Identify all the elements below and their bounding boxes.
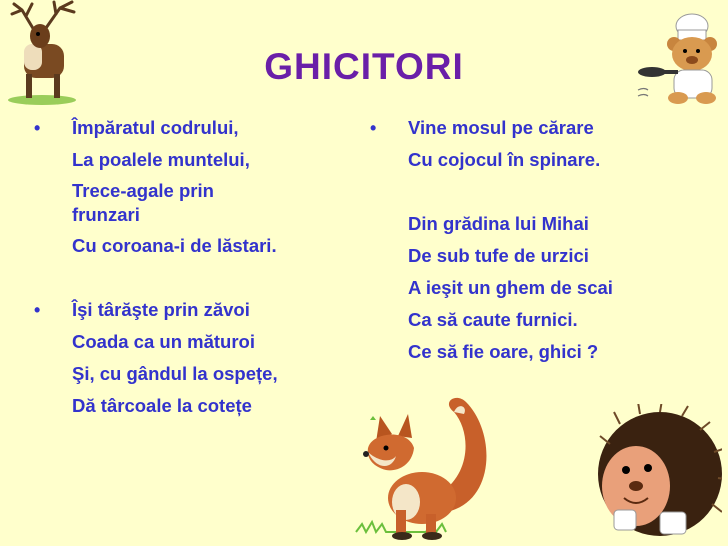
riddle-text: De sub tufe de urzici (408, 245, 589, 266)
riddle2-line-3 (32, 361, 352, 387)
riddle-text: A ieşit un ghem de scai (408, 277, 613, 298)
riddle1-line-4 (32, 233, 352, 259)
bullet-point: • (34, 118, 41, 138)
riddle-text: Împăratul codrului, (72, 117, 239, 138)
deer-icon (2, 0, 92, 110)
riddle4-line-1 (368, 211, 698, 237)
slide-title: GHICITORI (264, 46, 464, 87)
chef-bear-icon (634, 10, 726, 106)
riddle-text: Ca să caute furnici. (408, 309, 578, 330)
riddle3-line-1 (368, 115, 698, 141)
riddle-text: Vine mosul pe cărare (408, 117, 594, 138)
riddle3-line-2 (368, 147, 698, 173)
riddle2-line-1 (32, 297, 352, 323)
riddle4-line-4 (368, 307, 698, 333)
hedgehog-icon (590, 404, 722, 544)
right-column (368, 115, 698, 371)
riddle-text: Ce să fie oare, ghici ? (408, 341, 599, 362)
riddle4-line-3 (368, 275, 698, 301)
left-column (32, 115, 352, 425)
riddle1-line-3 (32, 179, 272, 227)
riddle-text: Şi, cu gândul la ospețe, (72, 363, 278, 384)
riddle-text: Dă târcoale la cotețe (72, 395, 252, 416)
riddle4-line-2 (368, 243, 698, 269)
riddle-text: La poalele muntelui, (72, 149, 250, 170)
riddle-text: Trece-agale prin frunzari (72, 180, 214, 225)
riddle4-line-5 (368, 339, 698, 365)
fox-icon (346, 392, 506, 542)
riddle1-line-1 (32, 115, 352, 141)
bullet-point: • (370, 118, 377, 138)
riddle-text: Coada ca un măturoi (72, 331, 255, 352)
riddle-text: Cu cojocul în spinare. (408, 149, 601, 170)
bullet-point: • (34, 300, 41, 320)
riddle2-line-2 (32, 329, 352, 355)
riddle1-line-2 (32, 147, 352, 173)
riddle-text: Cu coroana-i de lăstari. (72, 235, 277, 256)
riddle-text: Din grădina lui Mihai (408, 213, 589, 234)
riddle2-line-4 (32, 393, 352, 419)
riddle-text: Îşi târăşte prin zăvoi (72, 299, 250, 320)
